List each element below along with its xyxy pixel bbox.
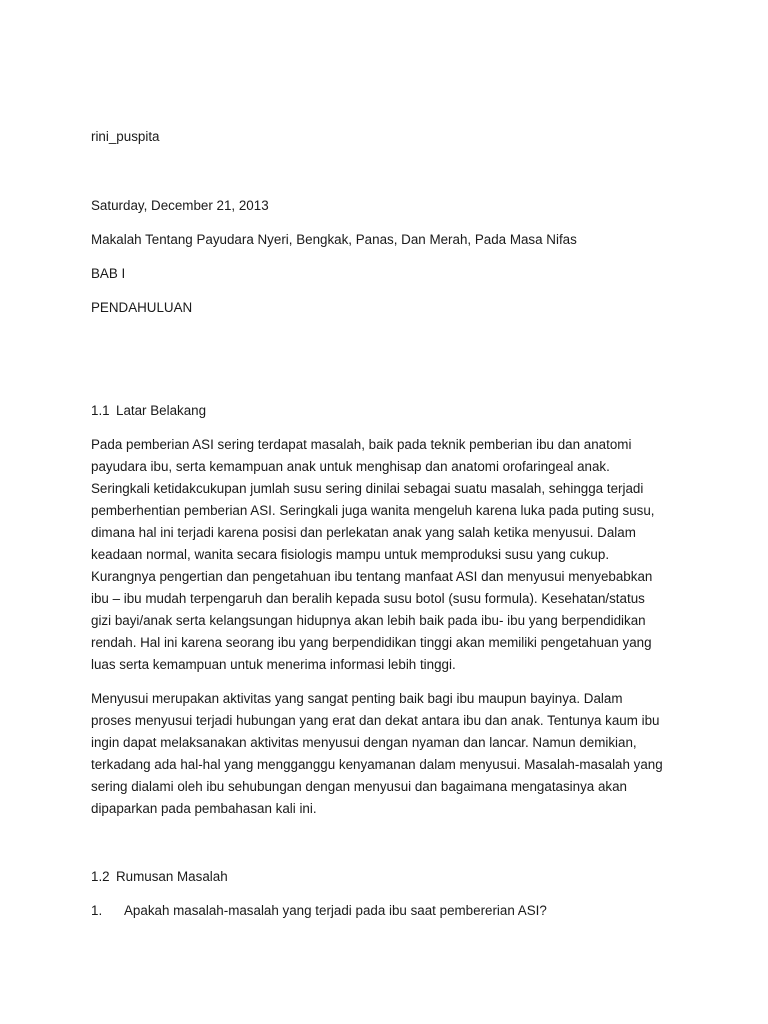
paragraph-line: Menyusui merupakan aktivitas yang sangat penting baik bagi ibu maupun bayinya. Dalam <box>91 691 623 706</box>
author-name: rini_puspita <box>91 129 160 144</box>
paragraph-line: terkadang ada hal-hal yang mengganggu kenyamanan dalam menyusui. Masalah-masalah yang <box>91 757 663 772</box>
paragraph-line: gizi bayi/anak serta kelangsungan hidupnya akan lebih baik pada ibu- ibu yang berpendidikan <box>91 613 646 628</box>
paragraph-line: pemberhentian pemberian ASI. Seringkali juga wanita mengeluh karena luka pada puting susu, <box>91 503 655 518</box>
paragraph-line: Kurangnya pengertian dan pengetahuan ibu tentang manfaat ASI dan menyusui menyebabkan <box>91 569 653 584</box>
post-date: Saturday, December 21, 2013 <box>91 198 269 213</box>
paragraph-line: ingin dapat melaksanakan aktivitas menyusui dengan nyaman dan lancar. Namun demikian, <box>91 735 637 750</box>
paragraph-line: dimana hal ini terjadi karena posisi dan perlekatan anak yang salah ketika menyusui. Dalam <box>91 525 636 540</box>
paragraph-line: ibu – ibu mudah terpengaruh dan beralih kepada susu botol (susu formula). Kesehatan/status <box>91 591 645 606</box>
section-title: Rumusan Masalah <box>116 869 228 884</box>
section-number: 1.1 <box>91 403 110 418</box>
paragraph-line: rendah. Hal ini karena seorang ibu yang berpendidikan tinggi akan memiliki pengetahuan yang <box>91 635 652 650</box>
paragraph-line: proses menyusui terjadi hubungan yang erat dan dekat antara ibu dan anak. Tentunya kaum ibu <box>91 713 660 728</box>
section-title: Latar Belakang <box>116 403 207 418</box>
section-heading-rumusan-masalah <box>91 866 691 888</box>
list-item <box>91 900 691 922</box>
paragraph-line: sering dialami oleh ibu sehubungan dengan menyusui dan bagaimana mengatasinya akan <box>91 779 628 794</box>
document-title: Makalah Tentang Payudara Nyeri, Bengkak, Panas, Dan Merah, Pada Masa Nifas <box>91 232 577 247</box>
paragraph-line: keadaan normal, wanita secara fisiologis mampu untuk memproduksi susu yang cukup. <box>91 547 610 562</box>
list-item-number: 1. <box>91 903 103 918</box>
paragraph-line: dipaparkan pada pembahasan kali ini. <box>91 801 317 816</box>
paragraph-2 <box>91 688 691 820</box>
chapter-title: PENDAHULUAN <box>91 300 193 315</box>
list-item-text: Apakah masalah-masalah yang terjadi pada ibu saat pembererian ASI? <box>124 903 547 918</box>
paragraph-line: Seringkali ketidakcukupan jumlah susu sering dinilai sebagai suatu masalah, sehingga terjadi <box>91 481 644 496</box>
document-body <box>91 126 691 922</box>
section-heading-latar-belakang <box>91 400 691 422</box>
chapter-number: BAB I <box>91 266 126 281</box>
paragraph-line: payudara ibu, serta kemampuan anak untuk menghisap dan anatomi orofaringeal anak. <box>91 459 610 474</box>
paragraph-line: Pada pemberian ASI sering terdapat masalah, baik pada teknik pemberian ibu dan anatomi <box>91 437 632 452</box>
paragraph-1 <box>91 434 691 676</box>
section-number: 1.2 <box>91 869 110 884</box>
paragraph-line: luas serta kemampuan untuk menerima informasi lebih tinggi. <box>91 657 456 672</box>
